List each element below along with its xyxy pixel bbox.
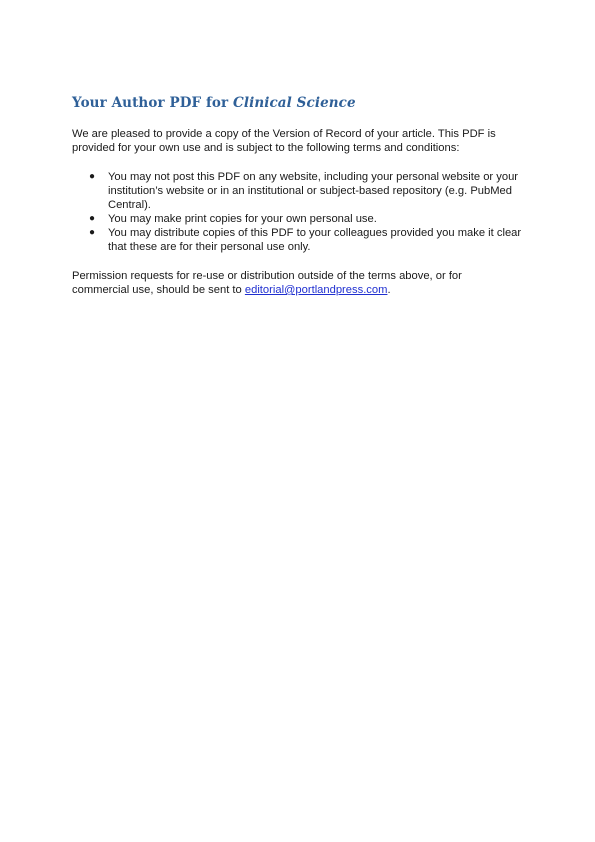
list-item (72, 226, 524, 254)
term-text: You may make print copies for your own personal use. (108, 213, 377, 225)
journal-name: Clinical Science (233, 95, 356, 111)
term-text: You may distribute copies of this PDF to your colleagues provided you make it clear that these are for their personal use only. (108, 227, 522, 253)
list-item (72, 170, 524, 212)
permission-text: Permission requests for re-use or distribution outside of the terms above, or for commercial use, should be sent to (72, 270, 462, 296)
terms-list (72, 170, 524, 254)
title-prefix: Your Author PDF for (72, 95, 234, 111)
email-link[interactable]: editorial@portlandpress.com (244, 284, 388, 296)
bullet-icon: ● (89, 227, 96, 238)
page-title (72, 95, 356, 111)
term-text: You may not post this PDF on any website, including your personal website or your institution’s website or in an institutional or subject-based repository (e.g. PubMed Central). (108, 171, 519, 211)
bullet-icon: ● (89, 171, 96, 182)
permission-paragraph (72, 269, 522, 297)
permission-end: . (387, 284, 391, 296)
list-item (72, 212, 524, 226)
bullet-icon: ● (89, 213, 96, 224)
intro-paragraph: We are pleased to provide a copy of the Version of Record of your article. This PDF is provided for your own use and is subject to the following terms and conditions: (72, 128, 496, 154)
